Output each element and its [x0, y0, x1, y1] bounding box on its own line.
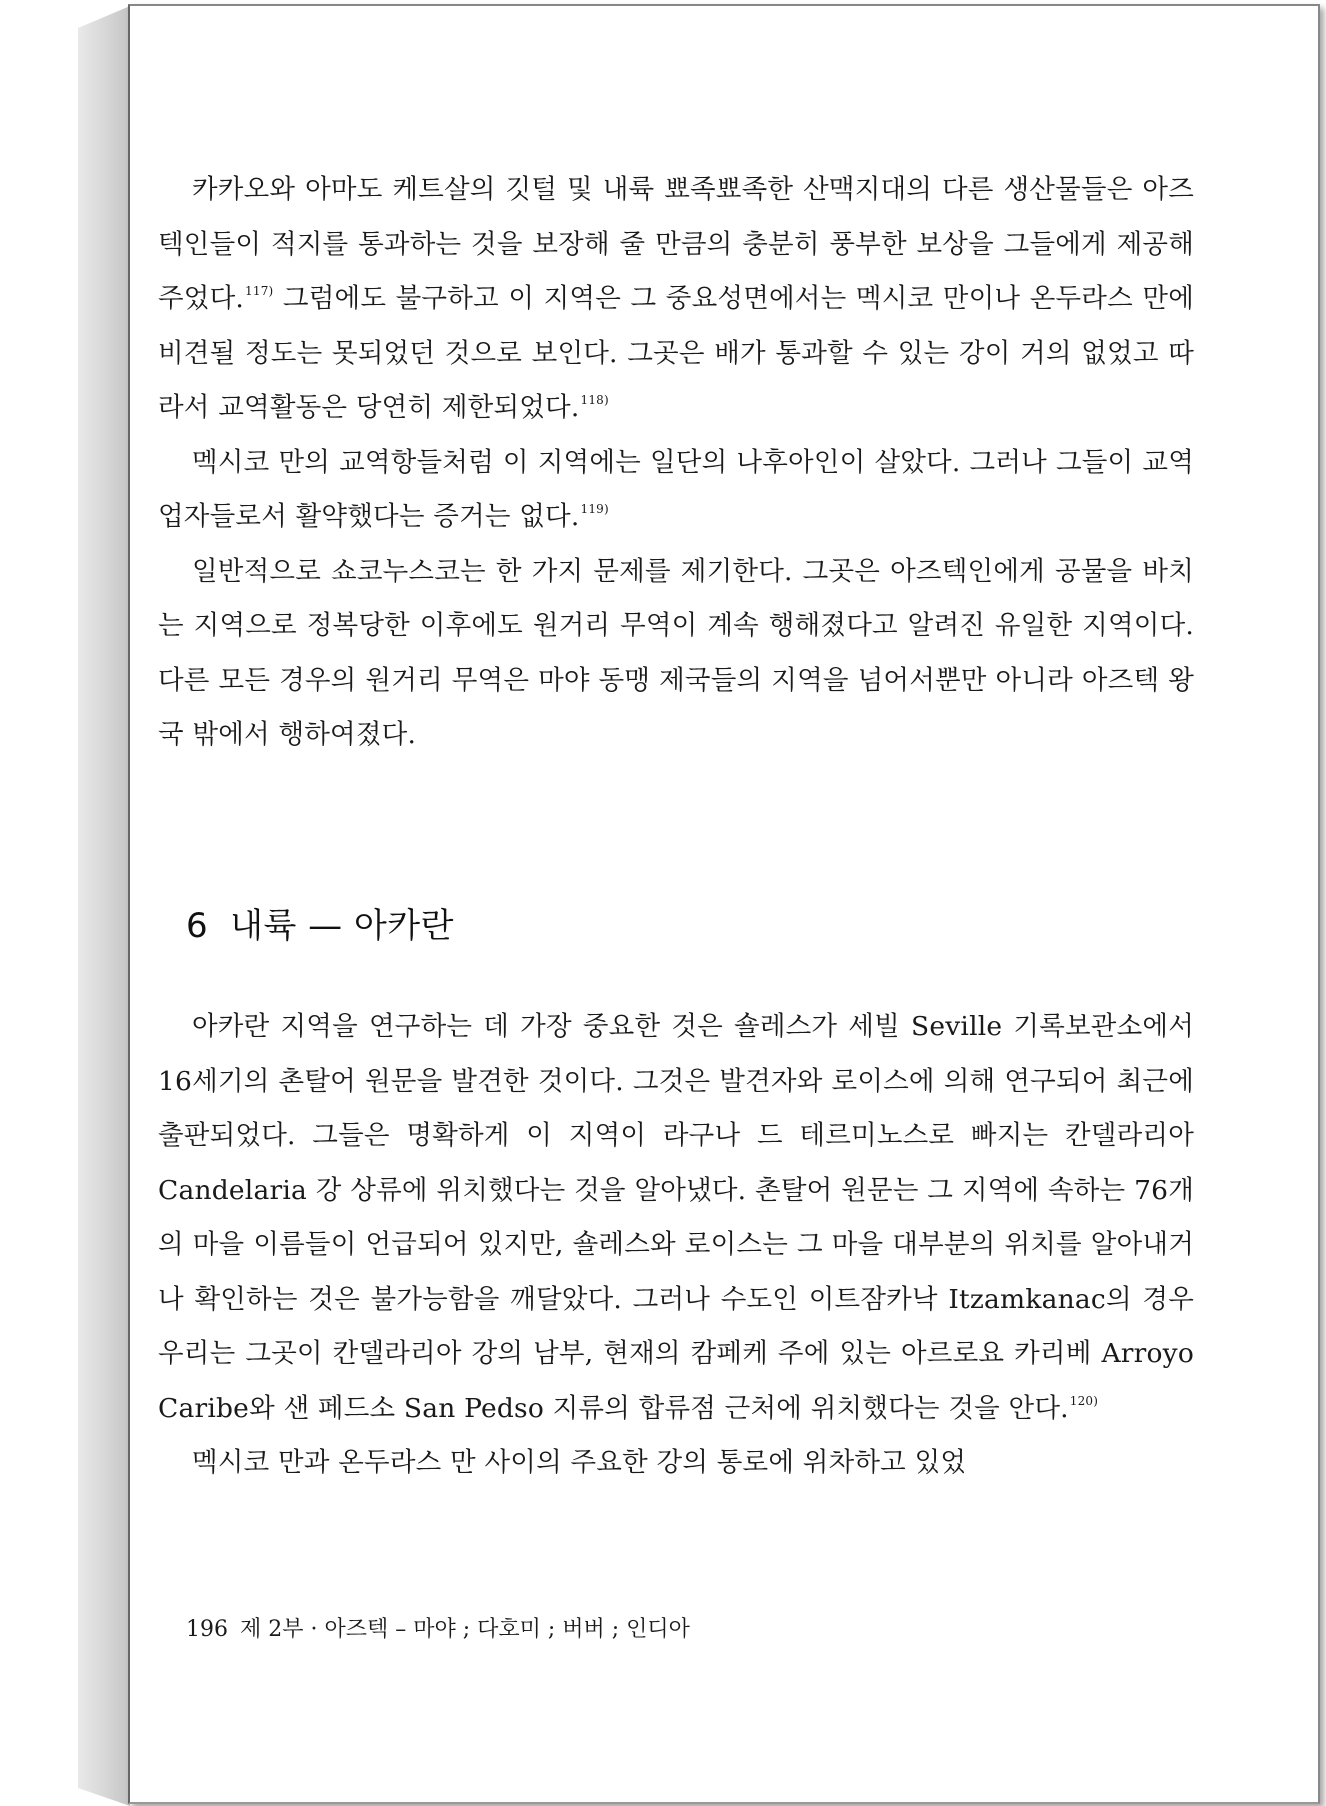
- paragraph: [158, 163, 1194, 436]
- paragraph-text: 일반적으로 쇼코누스코는 한 가지 문제를 제기한다. 그곳은 아즈텍인에게 공물을 바치는 지역으로 정복당한 이후에도 원거리 무역이 계속 행해졌다고 알려진 유일한 지역이다. 다른 모든 경우의 원거리 무역은 마야 동맹 제국들의 지역을 넘어서뿐만 아니라 아즈텍 왕국 밖에서 행하여졌다.: [158, 555, 1194, 750]
- footnote-ref: 120): [1069, 1393, 1099, 1408]
- section-heading: [186, 898, 454, 947]
- page-number: 196: [186, 1617, 228, 1642]
- paragraph-text: 그럼에도 불구하고 이 지역은 그 중요성면에서는 멕시코 만이나 온두라스 만에 비견될 정도는 못되었던 것으로 보인다. 그곳은 배가 통과할 수 있는 강이 거의 없었고 따라서 교역활동은 당연히 제한되었다.: [158, 283, 1194, 423]
- paragraph: [158, 1436, 1194, 1491]
- book-spine-edge: [78, 6, 130, 1806]
- body-text-bottom: [158, 1000, 1194, 1491]
- footnote-ref: 118): [580, 393, 609, 407]
- page-footer: [186, 1612, 690, 1643]
- section-number: 6: [186, 906, 209, 946]
- paragraph: [158, 545, 1194, 763]
- paragraph-text: 카카오와 아마도 케트살의 깃털 및 내륙 뾰족뾰족한 산맥지대의 다른 생산물들은 아즈텍인들이 적지를 통과하는 것을 보장해 줄 만큼의 충분히 풍부한 보상을 그들에게 제공해 주었다.: [158, 174, 1194, 314]
- footnote-ref: 117): [245, 284, 274, 298]
- section-title: 내륙 — 아카란: [230, 906, 454, 946]
- paragraph-text: 멕시코 만의 교역항들처럼 이 지역에는 일단의 나후아인이 살았다. 그러나 그들이 교역업자들로서 활약했다는 증거는 없다.: [158, 446, 1194, 532]
- paragraph-text: 아카란 지역을 연구하는 데 가장 중요한 것은 숄레스가 세빌 Seville 기록보관소에서 16세기의 촌탈어 원문을 발견한 것이다. 그것은 발견자와 로이스에 의해 연구되어 최근에 출판되었다. 그들은 명확하게 이 지역이 라구나 드 테르미노스로 빠지는 칸델라리아 Candelaria 강 상류에 위치했다는 것을 알아냈다. 촌탈어 원문는 그 지역에 속하는 76개의 마을 이름들이 언급되어 있지만, 숄레스와 로이스는 그 마을 대부분의 위치를 알아내거나 확인하는 것은 불가능함을 깨달았다. 그러나 수도인 이트잠카낙 Itzamkanac의 경우 우리는 그곳이 칸델라리아 강의 남부, 현재의 캄페케 주에 있는 아르로요 카리베 Arroyo Caribe와 샌 페드소 San Pedso 지류의 합류점 근처에 위치했다는 것을 안다.: [158, 1011, 1194, 1424]
- footnote-ref: 119): [580, 502, 609, 516]
- running-title: 제 2부 · 아즈텍 – 마야 ; 다호미 ; 버버 ; 인디아: [240, 1617, 690, 1642]
- paragraph: [158, 1000, 1194, 1436]
- paragraph: [158, 436, 1194, 545]
- paragraph-text: 멕시코 만과 온두라스 만 사이의 주요한 강의 통로에 위차하고 있었: [192, 1447, 967, 1478]
- body-text-top: [158, 163, 1194, 763]
